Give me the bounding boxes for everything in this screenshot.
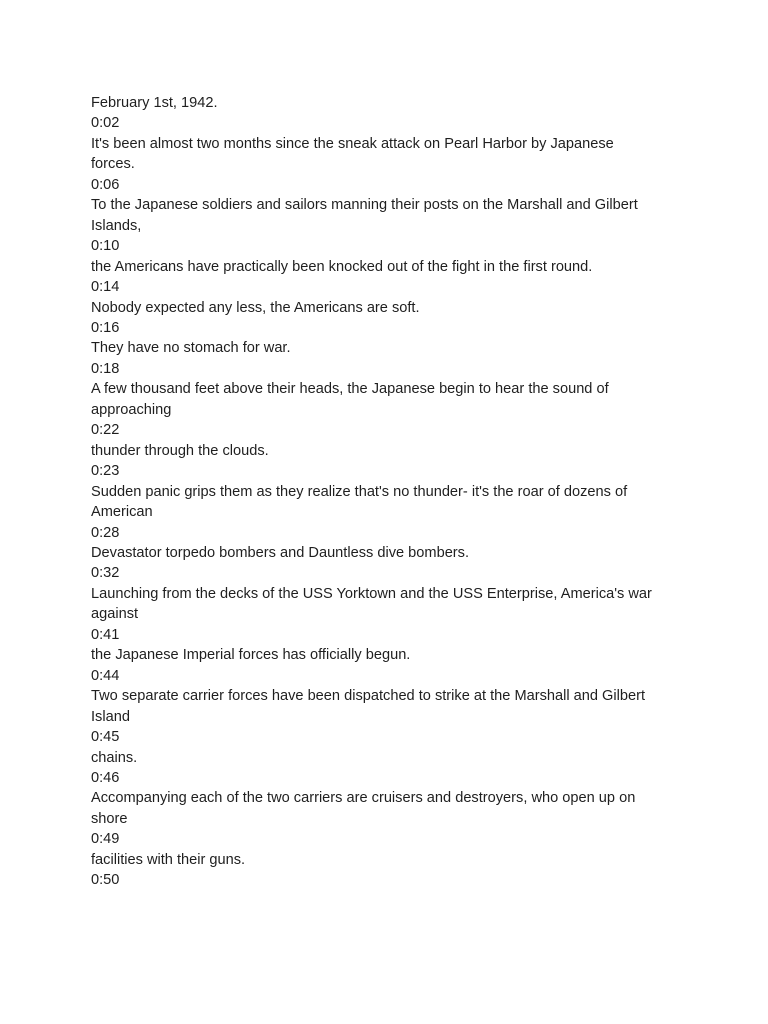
timestamp: 0:22 — [91, 422, 120, 439]
transcript-text — [91, 93, 681, 891]
transcript-line: Nobody expected any less, the Americans are soft. — [91, 299, 420, 316]
transcript-line: It's been almost two months since the sneak attack on Pearl Harbor by Japanese — [91, 135, 614, 152]
timestamp: 0:18 — [91, 360, 120, 377]
timestamp: 0:28 — [91, 524, 120, 541]
transcript-line: A few thousand feet above their heads, the Japanese begin to hear the sound of — [91, 381, 609, 398]
timestamp: 0:14 — [91, 279, 120, 296]
timestamp: 0:32 — [91, 565, 120, 582]
timestamp: 0:49 — [91, 831, 120, 848]
timestamp: 0:45 — [91, 729, 120, 746]
timestamp: 0:16 — [91, 319, 120, 336]
transcript-line: Accompanying each of the two carriers are cruisers and destroyers, who open up on — [91, 790, 636, 807]
transcript-line: Island — [91, 708, 130, 725]
transcript-line: American — [91, 504, 153, 521]
transcript-line: facilities with their guns. — [91, 851, 246, 868]
timestamp: 0:46 — [91, 769, 120, 786]
transcript-line: Two separate carrier forces have been dispatched to strike at the Marshall and Gilbert — [91, 688, 646, 705]
transcript-line: Islands, — [91, 217, 142, 234]
transcript-line: Devastator torpedo bombers and Dauntless dive bombers. — [91, 544, 470, 561]
timestamp: 0:44 — [91, 667, 120, 684]
transcript-line: Sudden panic grips them as they realize that's no thunder- it's the roar of dozens of — [91, 483, 628, 500]
transcript-line: forces. — [91, 156, 135, 173]
transcript-line: against — [91, 606, 139, 623]
transcript-line: February 1st, 1942. — [91, 95, 218, 111]
transcript-line: Launching from the decks of the USS Yorktown and the USS Enterprise, America's war — [91, 585, 652, 602]
transcript-line: To the Japanese soldiers and sailors manning their posts on the Marshall and Gilbert — [91, 197, 638, 214]
transcript-line: the Japanese Imperial forces has officially begun. — [91, 647, 411, 664]
transcript-line: the Americans have practically been knocked out of the fight in the first round. — [91, 258, 593, 275]
timestamp: 0:41 — [91, 626, 120, 643]
transcript-line: thunder through the clouds. — [91, 442, 269, 459]
timestamp: 0:10 — [91, 238, 120, 255]
timestamp: 0:02 — [91, 115, 120, 132]
transcript-line: They have no stomach for war. — [91, 340, 291, 357]
transcript-line: chains. — [91, 749, 138, 766]
timestamp: 0:06 — [91, 176, 120, 193]
transcript-line: shore — [91, 810, 128, 827]
timestamp: 0:23 — [91, 463, 120, 480]
transcript-line: approaching — [91, 401, 172, 418]
timestamp: 0:50 — [91, 872, 120, 889]
